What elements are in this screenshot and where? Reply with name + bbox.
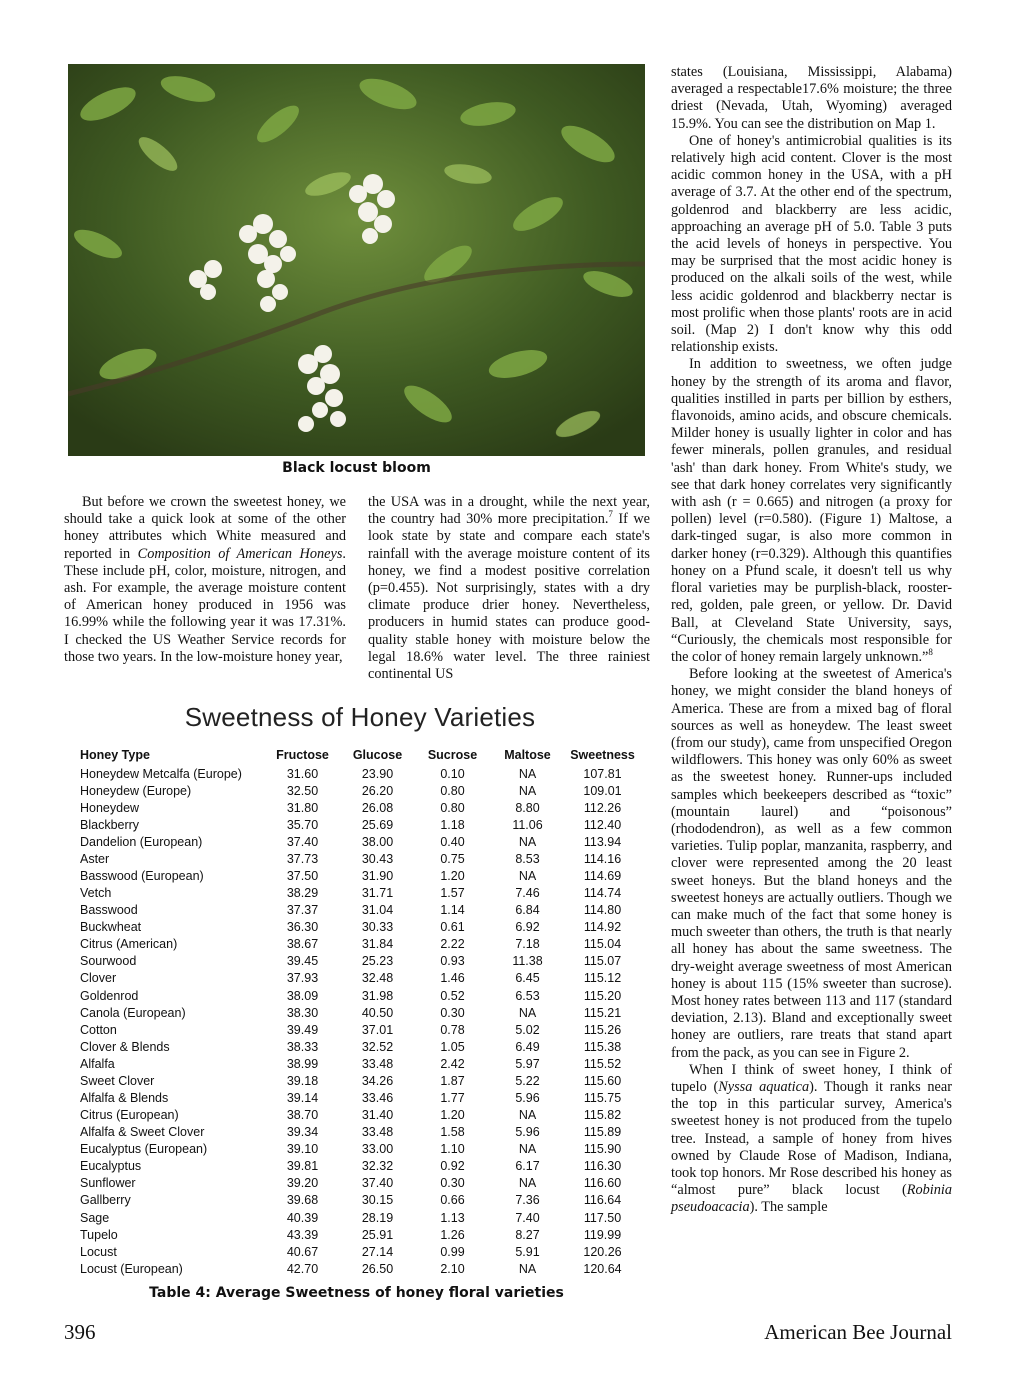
right-paragraph-3 (671, 356, 952, 666)
page-number: 396 (64, 1320, 96, 1344)
footnote-ref-8: 8 (928, 647, 933, 658)
table-row (80, 1192, 640, 1209)
table-cell-maltose: NA (518, 1005, 537, 1020)
table-cell-glucose: 32.52 (361, 1039, 394, 1054)
table-cell-glucose: 37.40 (361, 1176, 394, 1191)
table-cell-sucrose: 1.05 (440, 1039, 465, 1054)
table-cell-maltose: 5.22 (515, 1073, 540, 1088)
table-cell-honey-type: Eucalyptus (European) (80, 1142, 208, 1157)
table-cell-sucrose: 1.77 (440, 1091, 465, 1106)
table-cell-fructose: 38.33 (286, 1039, 319, 1054)
table-row (80, 833, 640, 850)
table-cell-sucrose: 1.26 (440, 1227, 465, 1242)
table-cell-sweetness: 120.64 (583, 1261, 622, 1276)
right-p5-text-c: ). The sample (749, 1199, 828, 1216)
table-cell-sucrose: 1.10 (440, 1142, 465, 1157)
table-cell-honey-type: Vetch (80, 886, 112, 901)
table-cell-glucose: 26.20 (361, 783, 394, 798)
table-cell-sweetness: 119.99 (583, 1227, 622, 1242)
table-cell-sucrose: 0.93 (440, 954, 465, 969)
table-cell-fructose: 40.39 (286, 1210, 319, 1225)
table-row (80, 765, 640, 782)
table-cell-glucose: 32.32 (361, 1159, 394, 1174)
table-cell-maltose: 6.53 (515, 988, 540, 1003)
table-cell-fructose: 39.20 (286, 1176, 319, 1191)
table-row (80, 1175, 640, 1192)
table-cell-sweetness: 114.69 (583, 869, 622, 883)
table-row (80, 1089, 640, 1106)
table-cell-honey-type: Basswood (European) (80, 869, 204, 883)
table-cell-fructose: 39.49 (286, 1022, 319, 1037)
table-cell-honey-type: Alfalfa (80, 1056, 115, 1071)
species-nyssa: Nyssa aquatica (718, 1078, 810, 1095)
sweetness-table-figure (80, 702, 640, 1277)
table-cell-maltose: 7.36 (515, 1193, 540, 1208)
column-header-sweetness: Sweetness (570, 748, 635, 762)
table-row (80, 970, 640, 987)
table-row (80, 1021, 640, 1038)
table-cell-fructose: 38.30 (286, 1005, 319, 1020)
table-cell-honey-type: Citrus (American) (80, 937, 178, 952)
table-cell-fructose: 39.45 (286, 954, 319, 969)
table-cell-fructose: 31.60 (286, 766, 319, 781)
table-body (80, 765, 640, 1277)
table-row (80, 1038, 640, 1055)
table-cell-honey-type: Buckwheat (80, 920, 142, 935)
table-cell-sweetness: 115.52 (583, 1056, 622, 1071)
table-cell-sucrose: 0.75 (440, 851, 465, 866)
table-cell-sweetness: 115.82 (583, 1108, 622, 1123)
table-cell-fructose: 38.70 (286, 1108, 319, 1123)
right-paragraph-4: Before looking at the sweetest of America's honey, we might consider the bland honeys of America. These are from a mixed bag of floral sources as well as honeydew. The least sweet (from our study), came from unspecified Oregon wildflowers. This honey was only 60% as sweet as the sweetest honey. Runner-ups included samples which beekeepers described as “toxic” (mountain laurel) and “poisonous” (rhododendron), as well as a few common varieties. Tulip poplar, manzanita, raspberry, and clover were represented among the 20 least sweet honeys. But the bland honeys and the sweetest honeys are actually outliers. Though we can make much of the fact that some honey is much sweeter than others, the truth is that nearly all honey has about the same sweetness. The dry-weight average sweetness of most American honey is about 115 (15% sweeter than sucrose). Most honey rates between 113 and 117 (standard deviation, 2.13). Bland and exceptionally sweet honey are outliers, rare treats that stand apart from the pack, as you can see in Figure 2. (671, 666, 952, 1061)
table-row (80, 1209, 640, 1226)
middle-paragraph (368, 494, 650, 683)
table-cell-fructose: 37.93 (286, 971, 319, 986)
table-cell-sweetness: 116.30 (583, 1159, 622, 1174)
table-cell-sweetness: 112.26 (583, 800, 622, 815)
table-cell-glucose: 23.90 (361, 766, 394, 781)
table-row (80, 1260, 640, 1277)
table-cell-sweetness: 114.80 (583, 903, 622, 918)
table-cell-maltose: 6.49 (515, 1039, 540, 1054)
table-cell-honey-type: Sage (80, 1210, 110, 1225)
table-cell-fructose: 38.99 (286, 1056, 319, 1071)
table-row (80, 816, 640, 833)
table-cell-honey-type: Honeydew (80, 800, 140, 815)
table-cell-honey-type: Goldenrod (80, 988, 139, 1003)
photo-caption: Black locust bloom (282, 460, 431, 476)
table-cell-sucrose: 1.57 (440, 886, 465, 901)
table-caption: Table 4: Average Sweetness of honey floral varieties (149, 1285, 564, 1301)
table-row (80, 1055, 640, 1072)
table-cell-maltose: 7.40 (515, 1210, 540, 1225)
species-robinia: Robinia pseudoacacia (671, 1182, 952, 1216)
table-cell-sweetness: 114.16 (583, 851, 622, 866)
table-cell-fructose: 38.29 (286, 886, 319, 901)
table-cell-glucose: 26.08 (361, 800, 394, 815)
table-row (80, 902, 640, 919)
table-cell-fructose: 35.70 (286, 817, 319, 832)
table-cell-honey-type: Alfalfa & Sweet Clover (80, 1125, 205, 1140)
table-cell-maltose: NA (518, 783, 537, 798)
table-cell-sweetness: 113.94 (583, 834, 622, 849)
column-header-glucose: Glucose (352, 748, 403, 762)
footnote-ref-7: 7 (608, 509, 613, 520)
table-cell-maltose: 6.84 (515, 903, 540, 918)
table-cell-maltose: NA (518, 834, 537, 849)
text-column-middle (368, 494, 650, 683)
left-paragraph: But before we crown the sweetest honey, we should take a quick look at some of the other honey attributes which White measured and reported in Composition of American Honeys. These include pH, color, moisture, nitrogen, and ash. For example, the average moisture content of American honey produced in 1956 was 16.99% while the following year it was 17.31%. I checked the US Weather Service records for those two years. In the low-moisture honey year, (64, 494, 346, 665)
table-cell-maltose: 6.45 (515, 971, 540, 986)
table-cell-maltose: NA (518, 1261, 537, 1276)
table-row (80, 867, 640, 884)
table-cell-sucrose: 0.99 (440, 1244, 465, 1259)
table-cell-honey-type: Eucalyptus (80, 1159, 142, 1174)
table-cell-maltose: 8.27 (515, 1227, 540, 1242)
table-cell-sweetness: 115.90 (583, 1142, 622, 1157)
table-cell-sucrose: 0.30 (440, 1005, 465, 1020)
table-cell-honey-type: Tupelo (80, 1227, 118, 1242)
table-cell-glucose: 31.71 (361, 886, 394, 901)
middle-text-b: If we look state by state and compare each state's rainfall with the average moisture content of its honey, we find a modest positive correlation (p=0.455). Not surprisingly, states with a dry climate produce drier honey. Nevertheless, producers in humid states can produce good-quality stable honey with moisture below the legal 18.6% water level. The three rainiest continental US (368, 511, 651, 683)
table-cell-honey-type: Alfalfa & Blends (80, 1091, 169, 1106)
table-cell-sucrose: 0.61 (440, 920, 465, 935)
table-cell-sweetness: 116.60 (583, 1176, 622, 1191)
table-cell-maltose: 5.96 (515, 1125, 540, 1140)
table-cell-fructose: 36.30 (286, 920, 319, 935)
table-cell-sweetness: 115.20 (583, 988, 622, 1003)
table-row (80, 936, 640, 953)
table-cell-honey-type: Blackberry (80, 817, 140, 832)
table-cell-sweetness: 115.07 (583, 954, 622, 969)
table-cell-glucose: 30.15 (361, 1193, 394, 1208)
table-cell-sucrose: 1.14 (440, 903, 465, 918)
table-cell-fructose: 39.18 (286, 1073, 319, 1088)
table-cell-glucose: 26.50 (361, 1261, 394, 1276)
table-cell-sweetness: 114.92 (583, 920, 622, 935)
table-cell-sucrose: 0.78 (440, 1022, 465, 1037)
table-cell-sweetness: 109.01 (583, 783, 622, 798)
table-cell-glucose: 33.46 (361, 1091, 394, 1106)
table-cell-honey-type: Honeydew (Europe) (80, 783, 192, 798)
table-cell-honey-type: Citrus (European) (80, 1108, 179, 1123)
table-cell-maltose: 6.92 (515, 920, 540, 935)
table-cell-maltose: 11.38 (512, 954, 543, 969)
table-cell-glucose: 33.00 (361, 1142, 394, 1157)
table-cell-fructose: 40.67 (286, 1244, 319, 1259)
table-cell-sucrose: 0.80 (440, 800, 465, 815)
table-cell-glucose: 37.01 (361, 1022, 394, 1037)
table-cell-maltose: 5.02 (515, 1022, 540, 1037)
table-cell-fructose: 38.67 (286, 937, 319, 952)
table-cell-glucose: 33.48 (361, 1125, 394, 1140)
table-cell-sweetness: 114.74 (583, 886, 622, 901)
table-cell-honey-type: Sunflower (80, 1176, 136, 1191)
table-cell-glucose: 34.26 (361, 1073, 394, 1088)
right-paragraph-1: states (Louisiana, Mississippi, Alabama) averaged a respectable17.6% moisture; the three driest (Nevada, Utah, Wyoming) averaged 15.9%. You can see the distribution on Map 1. (671, 64, 952, 132)
column-header-sucrose: Sucrose (427, 748, 478, 762)
right-paragraph-5 (671, 1062, 952, 1217)
table-cell-glucose: 25.69 (361, 817, 394, 832)
table-cell-honey-type: Aster (80, 851, 110, 866)
table-cell-maltose: 11.06 (512, 817, 543, 832)
text-column-right (671, 64, 952, 1217)
table-cell-honey-type: Sourwood (80, 954, 137, 969)
table-cell-honey-type: Canola (European) (80, 1005, 186, 1020)
table-cell-sucrose: 1.87 (440, 1073, 465, 1088)
table-cell-sweetness: 112.40 (583, 817, 622, 832)
table-row (80, 799, 640, 816)
table-cell-maltose: NA (518, 1176, 537, 1191)
table-cell-fructose: 37.73 (286, 851, 319, 866)
table-row (80, 1141, 640, 1158)
table-cell-maltose: 5.97 (515, 1056, 540, 1071)
table-cell-sucrose: 0.92 (440, 1159, 465, 1174)
table-row (80, 885, 640, 902)
table-cell-glucose: 27.14 (361, 1244, 394, 1259)
table-cell-maltose: NA (518, 869, 537, 883)
table-cell-fructose: 37.40 (286, 834, 319, 849)
table-cell-sucrose: 2.22 (440, 937, 465, 952)
table-cell-sweetness: 107.81 (583, 766, 622, 781)
table-row (80, 987, 640, 1004)
table-row (80, 1004, 640, 1021)
table-cell-fructose: 38.09 (286, 988, 319, 1003)
table-cell-sucrose: 0.40 (440, 834, 465, 849)
table-cell-fructose: 39.10 (286, 1142, 319, 1157)
table-cell-sucrose: 1.46 (440, 971, 465, 986)
table-cell-maltose: 8.53 (515, 851, 540, 866)
table-row (80, 1124, 640, 1141)
table-cell-maltose: 7.46 (515, 886, 540, 901)
table-cell-sucrose: 2.10 (440, 1261, 465, 1276)
table-cell-glucose: 31.04 (361, 903, 394, 918)
table-cell-fructose: 39.68 (286, 1193, 319, 1208)
table-cell-maltose: 5.96 (515, 1091, 540, 1106)
black-locust-photo (68, 64, 645, 456)
table-row (80, 919, 640, 936)
table-cell-sweetness: 115.21 (583, 1005, 622, 1020)
table-row (80, 1226, 640, 1243)
table-cell-sucrose: 0.10 (440, 766, 465, 781)
table-cell-sweetness: 120.26 (583, 1244, 622, 1259)
table-cell-honey-type: Clover & Blends (80, 1039, 170, 1054)
table-cell-fructose: 39.14 (286, 1091, 319, 1106)
table-cell-fructose: 37.37 (286, 903, 319, 918)
table-row (80, 1072, 640, 1089)
table-cell-sucrose: 0.52 (440, 988, 465, 1003)
table-row (80, 953, 640, 970)
table-cell-fructose: 31.80 (286, 800, 319, 815)
sweetness-table (80, 745, 640, 1277)
table-cell-sweetness: 115.75 (583, 1091, 622, 1106)
right-paragraph-2: One of honey's antimicrobial qualities is its relatively high acid content. Clover is the most acidic common honey in the USA, with a pH average of 3.7. At the other end of the spectrum, goldenrod and blackberry are less acidic, approaching an average pH of 5.0. Table 3 puts the acid levels of honeys in perspective. You may be surprised that the most acidic honey is produced on the alkali soils of the west, while less acidic goldenrod and blackberry nectar is most prolific when those plants' roots are in acid soil. (Map 2) I don't know why this odd relationship exists. (671, 132, 952, 356)
table-cell-sweetness: 115.38 (583, 1039, 622, 1054)
table-cell-glucose: 30.43 (361, 851, 394, 866)
right-p3-text: In addition to sweetness, we often judge honey by the strength of its aroma and flavor, qualities instilled in parts per billion by esthers, flavonoids, amino acids, and obscure chemicals. Milder honey is usually lighter in color and has fewer minerals, pollen granules, and residual 'ash' than dark honey. From White's study, we see that dark honey correlates very significantly with ash (r = 0.665) and nitrogen (a proxy for pollen) level (r=0.580). (Figure 1) Maltose, a dark-tinged sugar, is also more common in darker honey (r=0.329). Although this quantifies honey on a Pfund scale, it doesn't tell us why floral varieties may be purplish-black, rooster-red, golden, pale green, or yellow. Dr. David Ball, at Cleveland State University, says, “Curiously, the chemicals most responsible for the color of honey remain largely unknown.” (671, 356, 952, 665)
right-p5-text-b: ). Though it ranks near the top in this particular survey, America's sweetest honey is not produced from the tupelo tree. Instead, a sample of honey from hives owned by Claude Rose of Madison, Indiana, took top honors. Mr Rose described his honey as “almost pure” black locust ( (671, 1078, 952, 1199)
table-cell-sweetness: 115.04 (583, 937, 622, 952)
table-cell-maltose: 6.17 (515, 1159, 540, 1174)
table-cell-maltose: 5.91 (515, 1244, 540, 1259)
table-cell-glucose: 28.19 (361, 1210, 394, 1225)
table-cell-glucose: 40.50 (361, 1005, 394, 1020)
table-cell-sucrose: 2.42 (440, 1056, 465, 1071)
table-header-row (80, 745, 640, 765)
table-row (80, 850, 640, 867)
table-cell-sweetness: 115.89 (583, 1125, 622, 1140)
table-cell-glucose: 31.40 (361, 1108, 394, 1123)
table-cell-maltose: NA (518, 766, 537, 781)
table-cell-maltose: NA (518, 1108, 537, 1123)
table-cell-sweetness: 116.64 (583, 1193, 622, 1208)
table-cell-sucrose: 0.66 (440, 1193, 465, 1208)
table-cell-honey-type: Sweet Clover (80, 1073, 155, 1088)
table-cell-fructose: 39.81 (286, 1159, 319, 1174)
right-p5-text-a: When I think of sweet honey, I think of tupelo ( (671, 1061, 952, 1095)
table-cell-glucose: 33.48 (361, 1056, 394, 1071)
table-cell-sucrose: 0.80 (440, 783, 465, 798)
table-cell-honey-type: Honeydew Metcalfa (Europe) (80, 766, 242, 781)
table-cell-sweetness: 115.60 (583, 1073, 622, 1088)
table-cell-fructose: 43.39 (286, 1227, 319, 1242)
table-cell-fructose: 42.70 (286, 1261, 319, 1276)
table-cell-sweetness: 117.50 (583, 1210, 622, 1225)
table-cell-maltose: 8.80 (515, 800, 540, 815)
column-header-fructose: Fructose (276, 748, 329, 762)
table-cell-sucrose: 1.20 (440, 1108, 465, 1123)
table-cell-fructose: 39.34 (286, 1125, 319, 1140)
table-cell-honey-type: Locust (European) (80, 1261, 183, 1276)
table-cell-sweetness: 115.12 (583, 971, 622, 986)
table-cell-fructose: 37.50 (286, 869, 319, 883)
table-row (80, 1243, 640, 1260)
journal-name: American Bee Journal (764, 1320, 952, 1344)
table-cell-glucose: 31.90 (361, 869, 394, 883)
table-cell-honey-type: Clover (80, 971, 117, 986)
table-cell-sweetness: 115.26 (583, 1022, 622, 1037)
table-cell-honey-type: Cotton (80, 1022, 117, 1037)
table-cell-sucrose: 1.18 (440, 817, 465, 832)
table-cell-honey-type: Basswood (80, 903, 138, 918)
table-cell-glucose: 32.48 (361, 971, 394, 986)
table-cell-honey-type: Locust (80, 1244, 117, 1259)
text-column-left (64, 494, 346, 666)
column-header-maltose: Maltose (504, 748, 551, 762)
table-cell-honey-type: Dandelion (European) (80, 834, 203, 849)
book-title: Composition of American Honeys (137, 545, 343, 562)
table-row (80, 1107, 640, 1124)
table-cell-maltose: NA (518, 1142, 537, 1157)
table-cell-glucose: 31.98 (361, 988, 394, 1003)
table-cell-sucrose: 1.13 (440, 1210, 465, 1225)
table-row (80, 782, 640, 799)
table-cell-maltose: 7.18 (515, 937, 540, 952)
table-cell-sucrose: 0.30 (440, 1176, 465, 1191)
column-header-honey-type: Honey Type (80, 748, 150, 762)
table-cell-glucose: 30.33 (361, 920, 394, 935)
table-cell-fructose: 32.50 (286, 783, 319, 798)
table-row (80, 1158, 640, 1175)
table-cell-sucrose: 1.58 (440, 1125, 465, 1140)
table-cell-glucose: 25.91 (361, 1227, 394, 1242)
table-cell-glucose: 25.23 (361, 954, 394, 969)
table-title: Sweetness of Honey Varieties (184, 702, 536, 732)
table-cell-honey-type: Gallberry (80, 1193, 131, 1208)
table-cell-glucose: 38.00 (361, 834, 394, 849)
table-cell-glucose: 31.84 (361, 937, 394, 952)
table-cell-sucrose: 1.20 (440, 869, 465, 883)
middle-text-a: the USA was in a drought, while the next year, the country had 30% more precipitation. (368, 494, 650, 528)
